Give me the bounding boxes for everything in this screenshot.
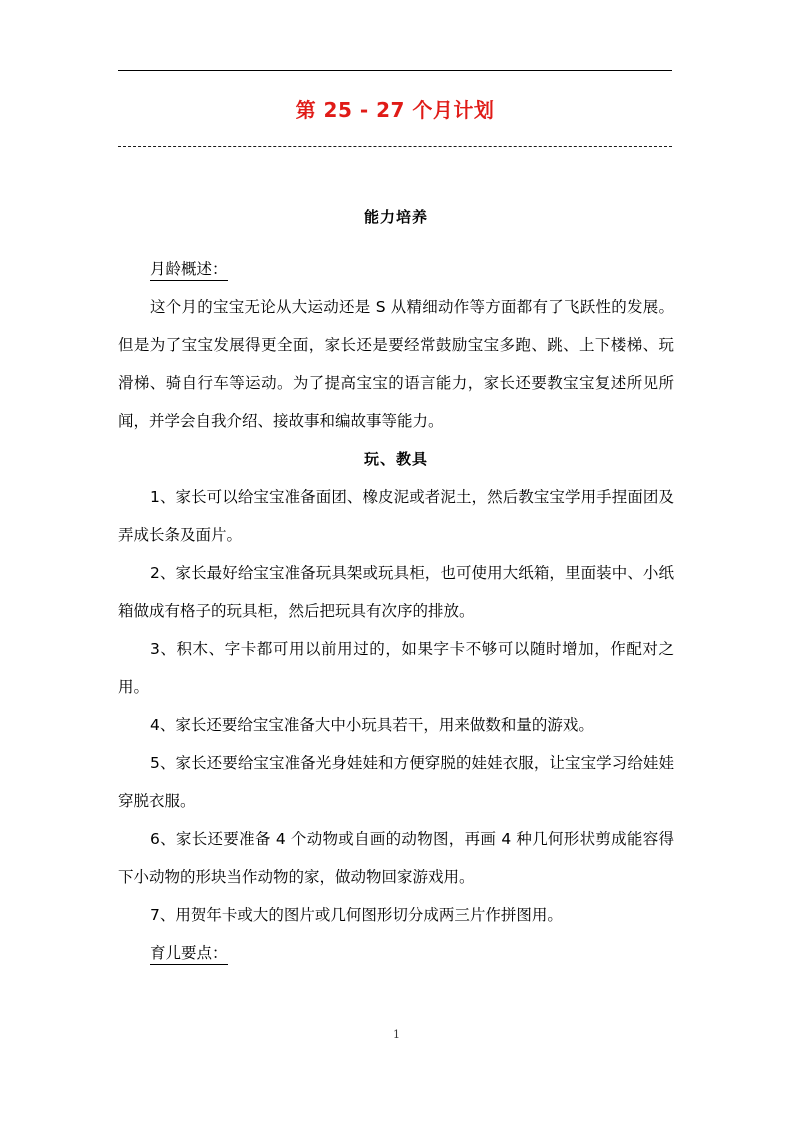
section-heading-abilities: 能力培养 [363, 208, 428, 226]
label-parenting-points [118, 934, 674, 972]
list-item: 3、积木、字卡都可用以前用过的，如果字卡不够可以随时增加，作配对之用。 [118, 640, 674, 696]
list-item: 5、家长还要给宝宝准备光身娃娃和方便穿脱的娃娃衣服，让宝宝学习给娃娃穿脱衣服。 [118, 754, 674, 810]
list-item: 6、家长还要准备 4 个动物或自画的动物图，再画 4 种几何形状剪成能容得下小动物的形块当作动物的家，做动物回家游戏用。 [118, 830, 674, 886]
document-title: 第 25 - 27 个月计划 [295, 98, 495, 122]
label-month-overview [118, 250, 674, 288]
header-rule-dashed [118, 146, 672, 147]
list-item: 1、家长可以给宝宝准备面团、橡皮泥或者泥土，然后教宝宝学用手捏面团及弄成长条及面片。 [118, 488, 674, 544]
section-heading-toys-teaching-aids: 玩、教具 [363, 450, 428, 468]
label-month-overview-text: 月龄概述： [150, 260, 228, 281]
paragraph-month-overview: 这个月的宝宝无论从大运动还是 S 从精细动作等方面都有了飞跃性的发展。但是为了宝宝发展得更全面，家长还是要经常鼓励宝宝多跑、跳、上下楼梯、玩滑梯、骑自行车等运动。为了提高宝宝的语言能力，家长还要教宝宝复述所见所闻，并学会自我介绍、接故事和编故事等能力。 [118, 298, 674, 430]
page-number: 1 [393, 1028, 400, 1041]
list-item: 2、家长最好给宝宝准备玩具架或玩具柜，也可使用大纸箱，里面装中、小纸箱做成有格子的玩具柜，然后把玩具有次序的排放。 [118, 564, 674, 620]
list-item: 7、用贺年卡或大的图片或几何图形切分成两三片作拼图用。 [150, 906, 563, 924]
spacer [118, 236, 674, 250]
label-parenting-points-text: 育儿要点： [150, 944, 228, 965]
list-item: 4、家长还要给宝宝准备大中小玩具若干，用来做数和量的游戏。 [150, 716, 594, 734]
document-body [118, 198, 674, 972]
header-rule-solid [118, 70, 672, 71]
